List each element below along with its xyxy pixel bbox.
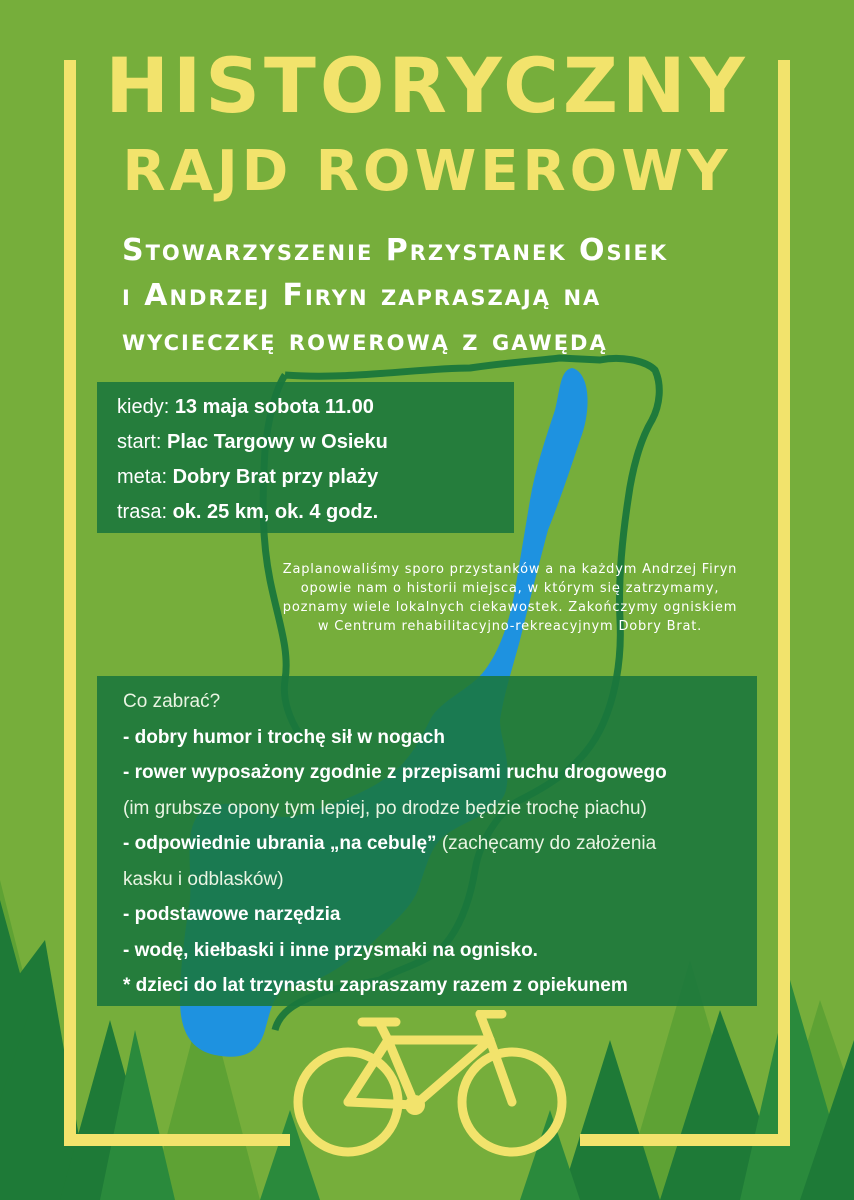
invitation-line: wycieczkę rowerową z gawędą [122,323,608,358]
info-row-start [117,425,514,460]
bring-item: (im grubsze opony tym lepiej, po drodze będzie trochę piachu) [123,797,647,819]
info-label: trasa: [117,501,168,523]
description [230,560,790,636]
bring-item: - dobry humor i trochę sił w nogach [123,726,445,748]
info-value: Plac Targowy w Osieku [167,431,388,453]
info-row-when [117,390,514,425]
event-info-box [97,382,514,533]
bring-heading: Co zabrać? [123,691,221,712]
description-line: opowie nam o historii miejsca, w którym się zatrzymamy, [300,581,720,596]
bicycle-icon [290,1010,570,1160]
page-title: HISTORYCZNY [105,41,749,130]
bring-item: - wodę, kiełbaski i inne przysmaki na ognisko. [123,939,538,961]
page-subtitle-title: RAJD ROWEROWY [122,139,732,204]
invitation-line: Stowarzyszenie Przystanek Osiek [122,233,669,268]
what-to-bring-box [97,676,757,1006]
info-value: Dobry Brat przy plaży [172,466,379,488]
info-label: kiedy: [117,396,170,418]
info-row-finish [117,460,514,495]
bring-item: kasku i odblasków) [123,868,284,890]
info-value: 13 maja sobota 11.00 [174,396,374,418]
invitation-text [122,228,822,363]
bring-item: - odpowiednie ubrania „na cebulę” (zachęcamy do założenia [123,833,657,854]
info-label: meta: [117,466,168,488]
invitation-line: i Andrzej Firyn zapraszają na [122,278,602,313]
info-row-route [117,495,514,530]
description-line: w Centrum rehabilitacyjno-rekreacyjnym Dobry Brat. [317,619,703,634]
info-label: start: [117,431,162,453]
description-line: poznamy wiele lokalnych ciekawostek. Zakończymy ogniskiem [282,600,738,615]
bring-item: * dzieci do lat trzynastu zapraszamy razem z opiekunem [123,975,628,996]
info-value: ok. 25 km, ok. 4 godz. [172,501,379,523]
bring-item: - podstawowe narzędzia [123,904,341,925]
description-line: Zaplanowaliśmy sporo przystanków a na każdym Andrzej Firyn [282,562,738,577]
bring-item: - rower wyposażony zgodnie z przepisami ruchu drogowego [123,762,667,783]
